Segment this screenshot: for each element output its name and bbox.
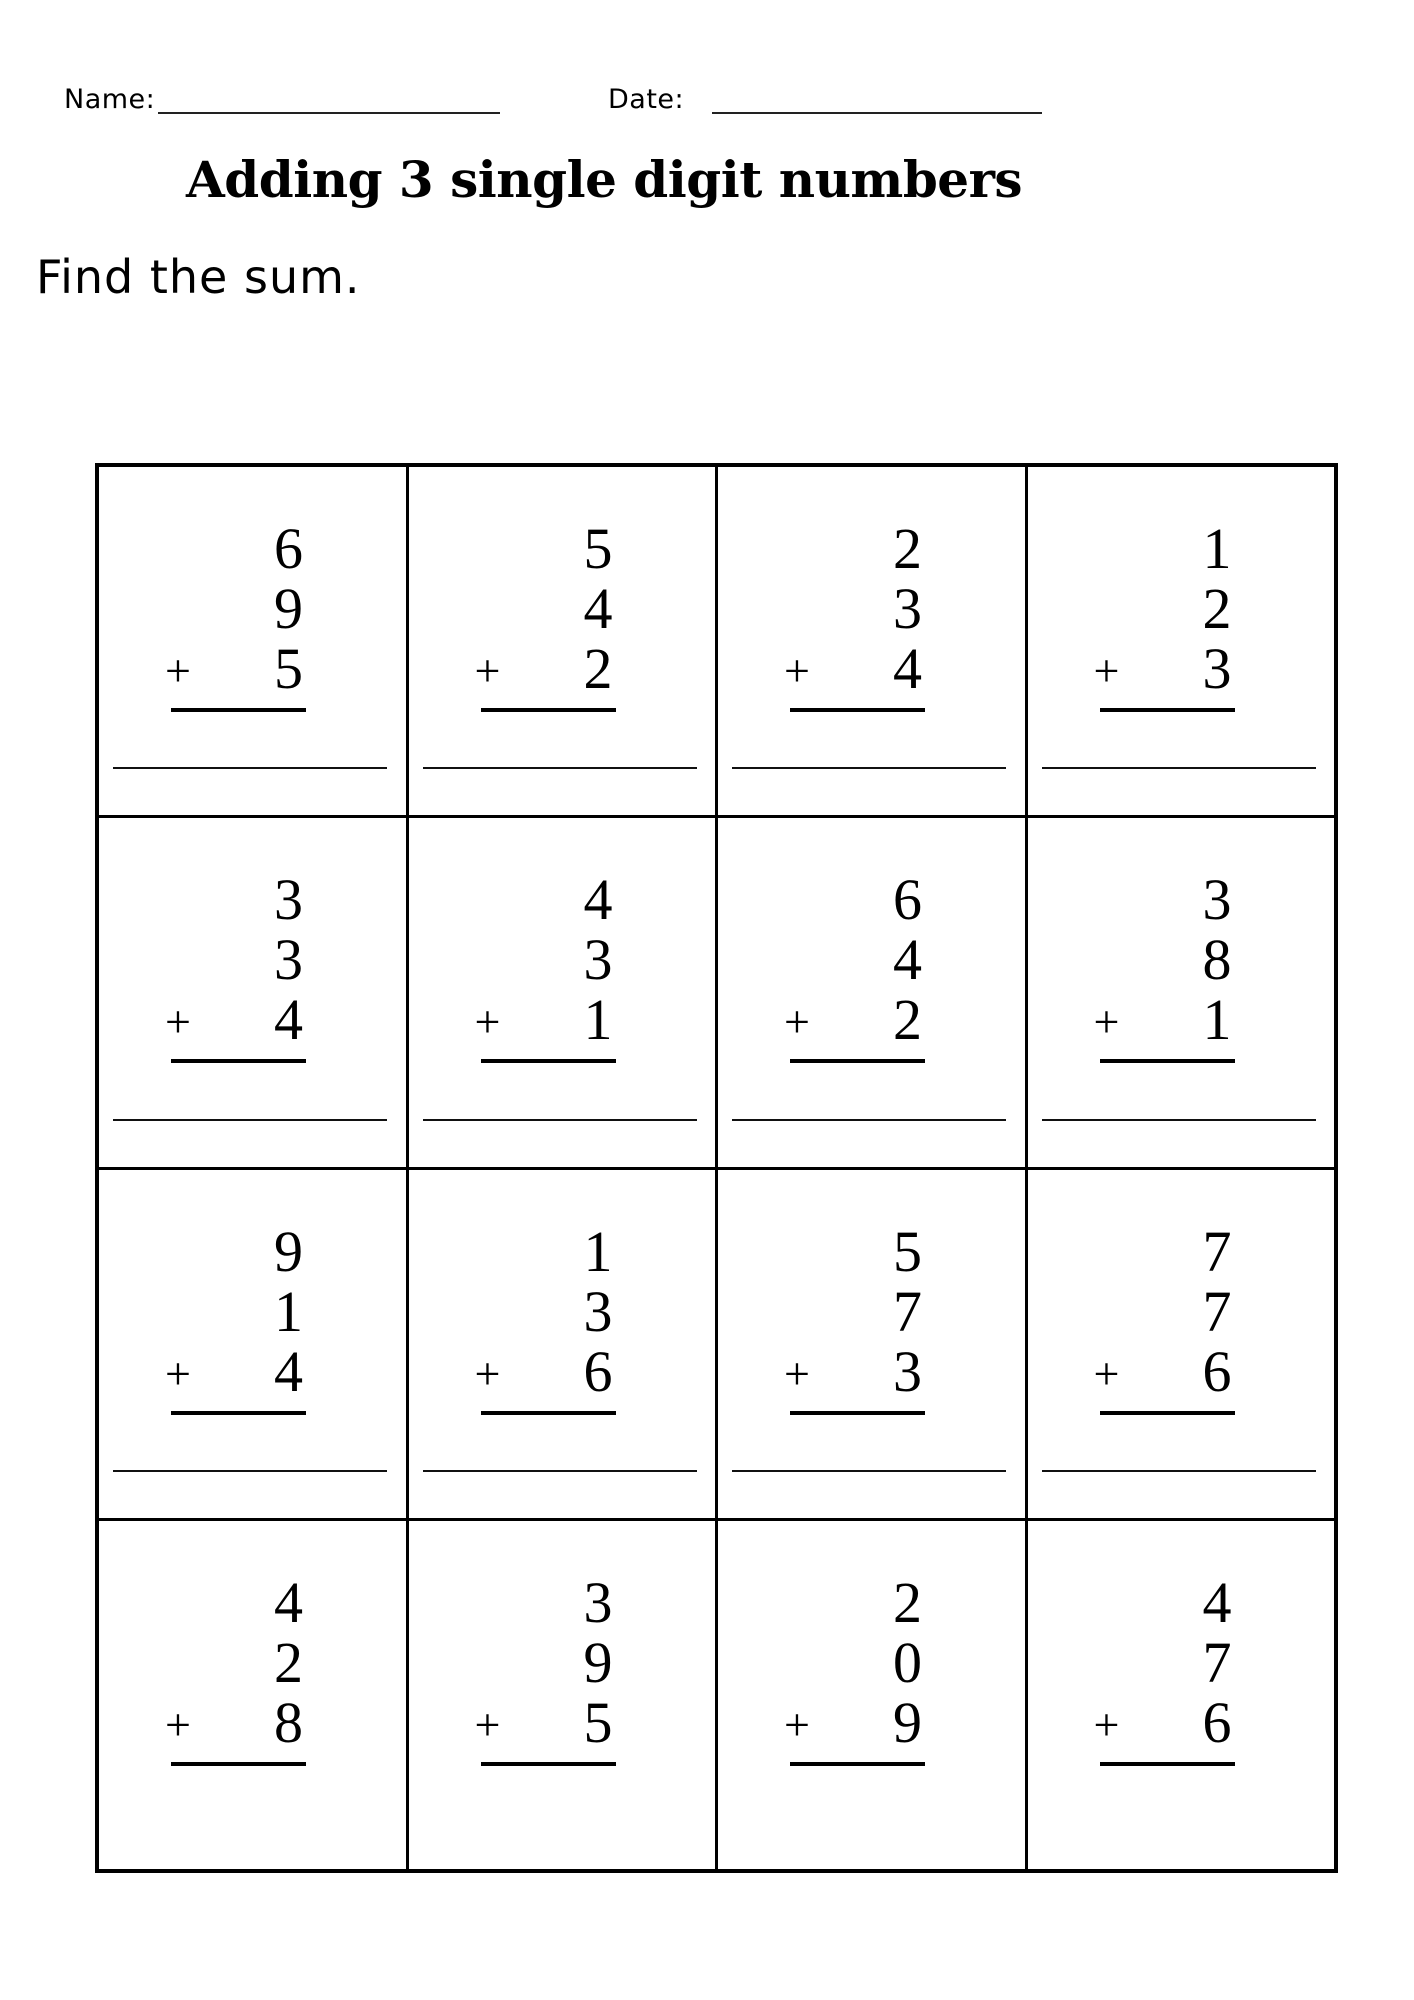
addend-digit: 8 — [1202, 927, 1232, 993]
addition-problem — [155, 516, 305, 712]
plus-sign: + — [474, 996, 501, 1048]
addend-row — [465, 1278, 615, 1344]
addend-digit: 4 — [274, 1569, 303, 1635]
addend-digit: 1 — [583, 1218, 613, 1284]
sum-rule — [1100, 1059, 1235, 1063]
addend-digit: 1 — [1202, 987, 1232, 1053]
plus-sign: + — [1093, 1698, 1120, 1750]
answer-line[interactable] — [423, 1119, 697, 1121]
plus-sign: + — [784, 645, 810, 696]
addend-row — [465, 1689, 615, 1755]
addend-row — [774, 516, 924, 581]
addend-row — [155, 1218, 305, 1284]
addend-row — [774, 1689, 924, 1755]
addend-digit: 3 — [583, 1278, 613, 1344]
addend-row — [155, 576, 305, 641]
addend-digit: 4 — [1202, 1569, 1232, 1635]
addend-digit: 4 — [274, 987, 303, 1053]
sum-rule — [481, 1762, 616, 1766]
addend-digit: 4 — [893, 927, 922, 993]
plus-sign: + — [784, 1347, 810, 1399]
addend-row — [465, 1218, 615, 1284]
addition-problem — [774, 516, 924, 712]
sum-rule — [171, 1411, 306, 1415]
addend-row — [465, 927, 615, 993]
addend-row — [1084, 636, 1234, 701]
addition-problem — [155, 1218, 305, 1415]
addition-problem — [155, 1569, 305, 1766]
addend-row — [465, 636, 615, 701]
answer-line[interactable] — [423, 767, 697, 769]
addend-digit: 5 — [583, 516, 613, 581]
problem-cell — [718, 818, 1025, 1166]
plus-sign: + — [474, 645, 501, 696]
plus-sign: + — [165, 1698, 191, 1750]
sum-rule — [790, 1411, 925, 1415]
addend-row — [155, 987, 305, 1053]
name-input-line[interactable] — [158, 112, 500, 114]
plus-sign: + — [1093, 1347, 1120, 1399]
sum-rule — [790, 1762, 925, 1766]
date-input-line[interactable] — [712, 112, 1042, 114]
plus-sign: + — [474, 1698, 501, 1750]
addition-problem — [1084, 1569, 1234, 1766]
addend-row — [155, 1629, 305, 1695]
addend-row — [1084, 1689, 1234, 1755]
problem-cell — [1028, 818, 1335, 1166]
addend-digit: 6 — [583, 1338, 613, 1404]
plus-sign: + — [165, 996, 191, 1048]
addend-digit: 3 — [274, 867, 303, 933]
addend-row — [774, 1218, 924, 1284]
addend-row — [1084, 927, 1234, 993]
sum-rule — [790, 708, 925, 712]
addend-row — [1084, 987, 1234, 1053]
addition-problem — [465, 516, 615, 712]
addend-digit: 4 — [274, 1338, 303, 1404]
addend-digit: 3 — [1202, 867, 1232, 933]
addend-row — [1084, 1278, 1234, 1344]
addend-digit: 2 — [893, 987, 922, 1053]
addend-digit: 6 — [1202, 1338, 1232, 1404]
addend-digit: 3 — [583, 927, 613, 993]
sum-rule — [1100, 708, 1235, 712]
addition-problem — [774, 1218, 924, 1415]
answer-line[interactable] — [732, 1119, 1006, 1121]
addend-digit: 4 — [583, 576, 613, 641]
answer-line[interactable] — [1042, 767, 1316, 769]
addend-row — [774, 1629, 924, 1695]
addend-row — [155, 636, 305, 701]
addition-problem — [155, 867, 305, 1063]
plus-sign: + — [165, 645, 191, 696]
addend-digit: 2 — [1202, 576, 1232, 641]
addend-digit: 7 — [1202, 1629, 1232, 1695]
problem-cell — [718, 467, 1025, 815]
addend-row — [1084, 867, 1234, 933]
addend-digit: 2 — [583, 636, 613, 701]
addend-digit: 3 — [893, 1338, 922, 1404]
answer-line[interactable] — [423, 1470, 697, 1472]
addend-row — [465, 1338, 615, 1404]
addend-digit: 1 — [1202, 516, 1232, 581]
answer-line[interactable] — [113, 767, 387, 769]
addend-digit: 4 — [583, 867, 613, 933]
addend-digit: 3 — [274, 927, 303, 993]
addend-digit: 9 — [893, 1689, 922, 1755]
name-label: Name: — [64, 84, 156, 115]
addend-digit: 2 — [893, 1569, 922, 1635]
addition-problem — [1084, 867, 1234, 1063]
plus-sign: + — [1093, 996, 1120, 1048]
addend-digit: 5 — [893, 1218, 922, 1284]
problem-cell — [409, 467, 716, 815]
problem-cell — [409, 1170, 716, 1518]
addend-row — [465, 576, 615, 641]
answer-line[interactable] — [1042, 1470, 1316, 1472]
answer-line[interactable] — [732, 767, 1006, 769]
addend-digit: 2 — [274, 1629, 303, 1695]
problem-cell — [99, 467, 406, 815]
addend-digit: 6 — [274, 516, 303, 581]
addition-problem — [1084, 516, 1234, 712]
problem-cell — [409, 818, 716, 1166]
sum-rule — [790, 1059, 925, 1063]
addend-row — [465, 516, 615, 581]
addend-row — [774, 636, 924, 701]
addend-digit: 7 — [893, 1278, 922, 1344]
addend-digit: 2 — [893, 516, 922, 581]
addend-digit: 1 — [583, 987, 613, 1053]
problem-cell — [99, 1170, 406, 1518]
sum-rule — [481, 1059, 616, 1063]
addend-row — [155, 927, 305, 993]
problem-cell — [718, 1521, 1025, 1869]
answer-line[interactable] — [732, 1470, 1006, 1472]
plus-sign: + — [784, 1698, 810, 1750]
addend-row — [774, 1569, 924, 1635]
addend-row — [774, 1338, 924, 1404]
addend-digit: 8 — [274, 1689, 303, 1755]
addend-row — [465, 1569, 615, 1635]
addend-digit: 3 — [893, 576, 922, 641]
addend-digit: 7 — [1202, 1218, 1232, 1284]
sum-rule — [171, 1762, 306, 1766]
addend-row — [774, 987, 924, 1053]
addend-digit: 6 — [1202, 1689, 1232, 1755]
plus-sign: + — [1093, 645, 1120, 696]
answer-line[interactable] — [113, 1470, 387, 1472]
addend-row — [465, 867, 615, 933]
addend-digit: 9 — [274, 576, 303, 641]
addend-row — [774, 1278, 924, 1344]
problem-cell — [99, 1521, 406, 1869]
addend-digit: 6 — [893, 867, 922, 933]
addend-row — [774, 927, 924, 993]
addend-row — [1084, 1569, 1234, 1635]
addition-problem — [465, 867, 615, 1063]
sum-rule — [481, 708, 616, 712]
addend-row — [1084, 1629, 1234, 1695]
addend-row — [155, 1278, 305, 1344]
addition-problem — [774, 1569, 924, 1766]
addend-row — [155, 867, 305, 933]
addend-row — [1084, 576, 1234, 641]
addend-row — [155, 516, 305, 581]
problem-cell — [1028, 1521, 1335, 1869]
addend-digit: 0 — [893, 1629, 922, 1695]
addend-digit: 9 — [274, 1218, 303, 1284]
plus-sign: + — [784, 996, 810, 1048]
addend-row — [1084, 1218, 1234, 1284]
addend-digit: 5 — [583, 1689, 613, 1755]
addend-digit: 7 — [1202, 1278, 1232, 1344]
sum-rule — [481, 1411, 616, 1415]
addend-digit: 1 — [274, 1278, 303, 1344]
addition-problem — [465, 1218, 615, 1415]
problems-grid — [95, 463, 1338, 1873]
problem-cell — [1028, 467, 1335, 815]
sum-rule — [171, 708, 306, 712]
date-label: Date: — [608, 84, 685, 115]
problem-cell — [409, 1521, 716, 1869]
addend-row — [1084, 1338, 1234, 1404]
page-title: Adding 3 single digit numbers — [186, 150, 1023, 209]
sum-rule — [171, 1059, 306, 1063]
addition-problem — [1084, 1218, 1234, 1415]
addend-digit: 3 — [1202, 636, 1232, 701]
addition-problem — [465, 1569, 615, 1766]
addend-row — [465, 1629, 615, 1695]
problem-cell — [1028, 1170, 1335, 1518]
answer-line[interactable] — [113, 1119, 387, 1121]
addend-row — [774, 576, 924, 641]
addend-digit: 3 — [583, 1569, 613, 1635]
addition-problem — [774, 867, 924, 1063]
problem-cell — [718, 1170, 1025, 1518]
addend-row — [155, 1689, 305, 1755]
sum-rule — [1100, 1411, 1235, 1415]
addend-row — [774, 867, 924, 933]
addend-row — [465, 987, 615, 1053]
plus-sign: + — [474, 1347, 501, 1399]
problem-cell — [99, 818, 406, 1166]
addend-row — [1084, 516, 1234, 581]
instruction-text: Find the sum. — [36, 250, 361, 304]
sum-rule — [1100, 1762, 1235, 1766]
addend-digit: 9 — [583, 1629, 613, 1695]
addend-row — [155, 1569, 305, 1635]
plus-sign: + — [165, 1347, 191, 1399]
addend-row — [155, 1338, 305, 1404]
addend-digit: 4 — [893, 636, 922, 701]
answer-line[interactable] — [1042, 1119, 1316, 1121]
addend-digit: 5 — [274, 636, 303, 701]
